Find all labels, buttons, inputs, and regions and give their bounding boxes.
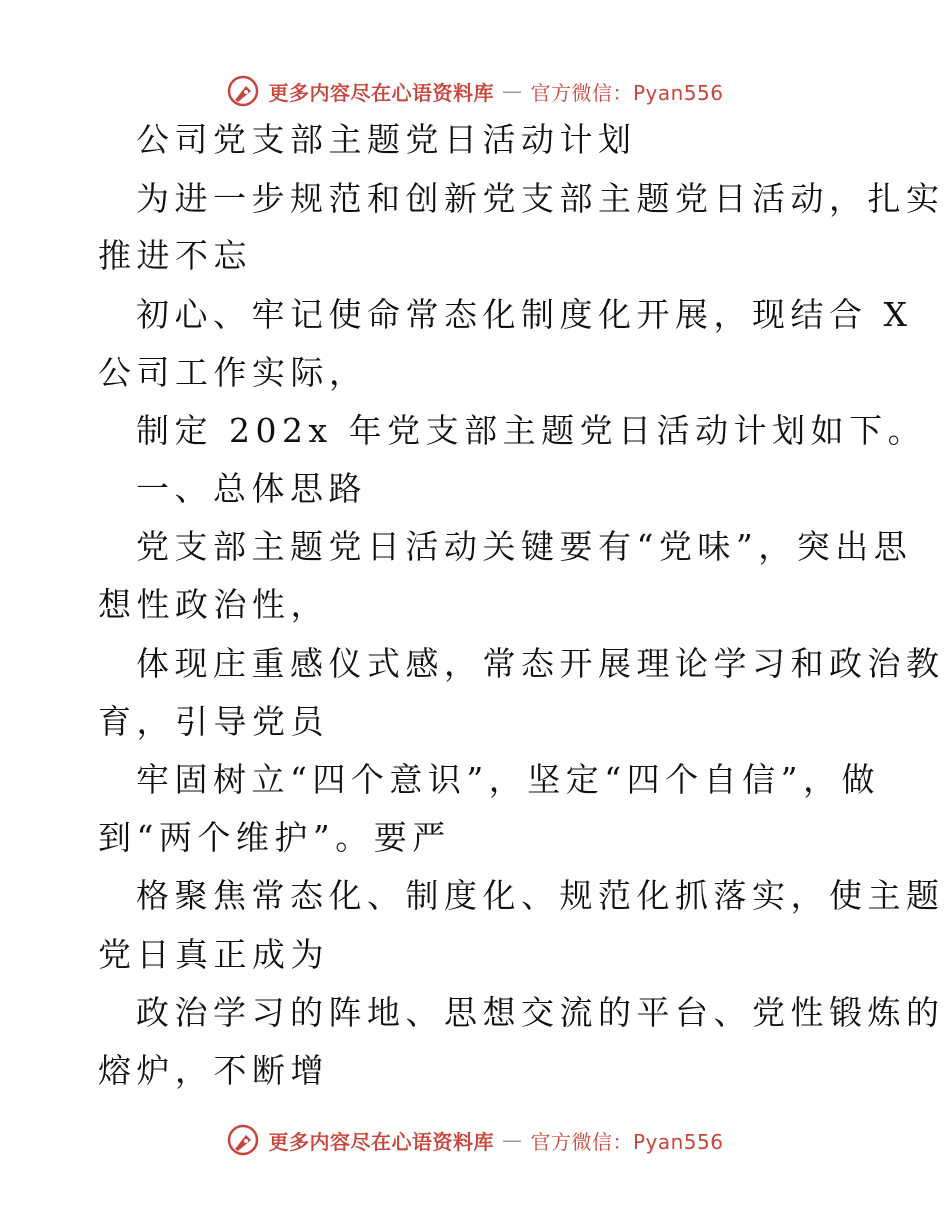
paragraph-line: 育，引导党员 bbox=[98, 702, 329, 741]
section-heading: 一、总体思路 bbox=[136, 469, 367, 508]
paragraph-line: 政治学习的阵地、思想交流的平台、党性锻炼的 bbox=[136, 993, 945, 1032]
pen-nib-logo-icon bbox=[226, 1123, 260, 1157]
paragraph-line: 牢固树立“四个意识”，坚定“四个自信”，做 bbox=[136, 760, 880, 799]
paragraph-line: 想性政治性， bbox=[98, 585, 329, 624]
paragraph-line: 到“两个维护”。要严 bbox=[98, 818, 451, 857]
paragraph-line: 推进不忘 bbox=[98, 236, 252, 275]
paragraph-line: 格聚焦常态化、制度化、规范化抓落实，使主题 bbox=[136, 876, 945, 915]
paragraph-line: 体现庄重感仪式感，常态开展理论学习和政治教 bbox=[136, 644, 945, 683]
watermark-wechat: 官方微信：Pyan556 bbox=[530, 1129, 724, 1154]
watermark-separator: — bbox=[501, 79, 523, 103]
paragraph-line: 为进一步规范和创新党支部主题党日活动，扎实 bbox=[136, 179, 945, 218]
pen-nib-logo-icon bbox=[226, 74, 260, 108]
document-title: 公司党支部主题党日活动计划 bbox=[136, 120, 637, 159]
watermark-separator: — bbox=[501, 1128, 523, 1152]
paragraph-line: 党日真正成为 bbox=[98, 935, 329, 974]
paragraph-line: 熔炉，不断增 bbox=[98, 1051, 329, 1090]
paragraph-line: 党支部主题党日活动关键要有“党味”，突出思 bbox=[136, 527, 913, 566]
paragraph-line: 公司工作实际， bbox=[98, 353, 368, 392]
paragraph-line: 制定 202x 年党支部主题党日活动计划如下。 bbox=[136, 411, 927, 450]
watermark-footer bbox=[0, 1120, 950, 1160]
paragraph-line: 初心、牢记使命常态化制度化开展，现结合 X bbox=[136, 295, 913, 334]
watermark-header bbox=[0, 71, 950, 111]
watermark-wechat: 官方微信：Pyan556 bbox=[530, 80, 724, 105]
watermark-site-name: 更多内容尽在心语资料库 bbox=[268, 1129, 494, 1154]
watermark-site-name: 更多内容尽在心语资料库 bbox=[268, 80, 494, 105]
